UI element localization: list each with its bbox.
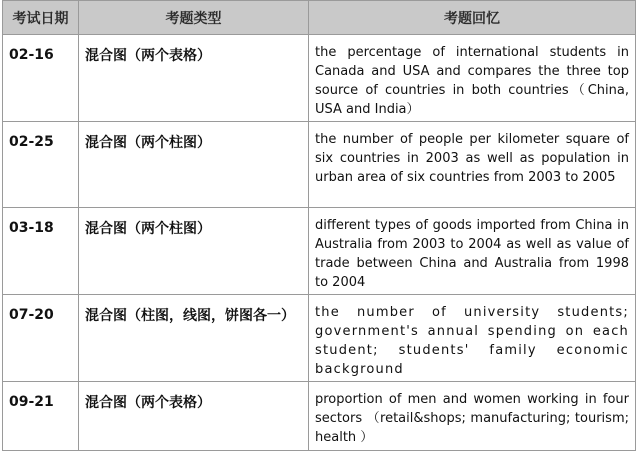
table-row	[3, 122, 636, 208]
cell-question-type: 混合图（两个表格）	[79, 35, 309, 122]
cell-question-type: 混合图（两个表格）	[79, 382, 309, 451]
table-row	[3, 35, 636, 122]
cell-question-type: 混合图（两个柱图）	[79, 122, 309, 208]
table-body	[3, 35, 636, 451]
cell-exam-date: 07-20	[3, 295, 79, 382]
table-row	[3, 382, 636, 451]
cell-question-recall: different types of goods imported from China in Australia from 2003 to 2004 as well as value of trade between China and Australia from 1998 to 2004	[309, 208, 636, 295]
cell-question-recall: the number of university students; government's annual spending on each student; students' family economic background	[309, 295, 636, 382]
cell-exam-date: 02-25	[3, 122, 79, 208]
cell-exam-date: 09-21	[3, 382, 79, 451]
table-header	[3, 1, 636, 35]
header-question-type: 考题类型	[79, 1, 309, 35]
cell-exam-date: 02-16	[3, 35, 79, 122]
exam-recall-table	[2, 0, 636, 451]
cell-question-type: 混合图（两个柱图）	[79, 208, 309, 295]
cell-question-recall: the percentage of international students in Canada and USA and compares the three top source of countries in both countries（China, USA and India）	[309, 35, 636, 122]
header-row	[3, 1, 636, 35]
cell-question-recall: proportion of men and women working in four sectors （retail&shops; manufacturing; tourism; health ）	[309, 382, 636, 451]
cell-exam-date: 03-18	[3, 208, 79, 295]
header-exam-date: 考试日期	[3, 1, 79, 35]
header-question-recall: 考题回忆	[309, 1, 636, 35]
table-row	[3, 295, 636, 382]
cell-question-type: 混合图（柱图，线图，饼图各一）	[79, 295, 309, 382]
table-row	[3, 208, 636, 295]
cell-question-recall: the number of people per kilometer square of six countries in 2003 as well as population in urban area of six countries from 2003 to 2005	[309, 122, 636, 208]
